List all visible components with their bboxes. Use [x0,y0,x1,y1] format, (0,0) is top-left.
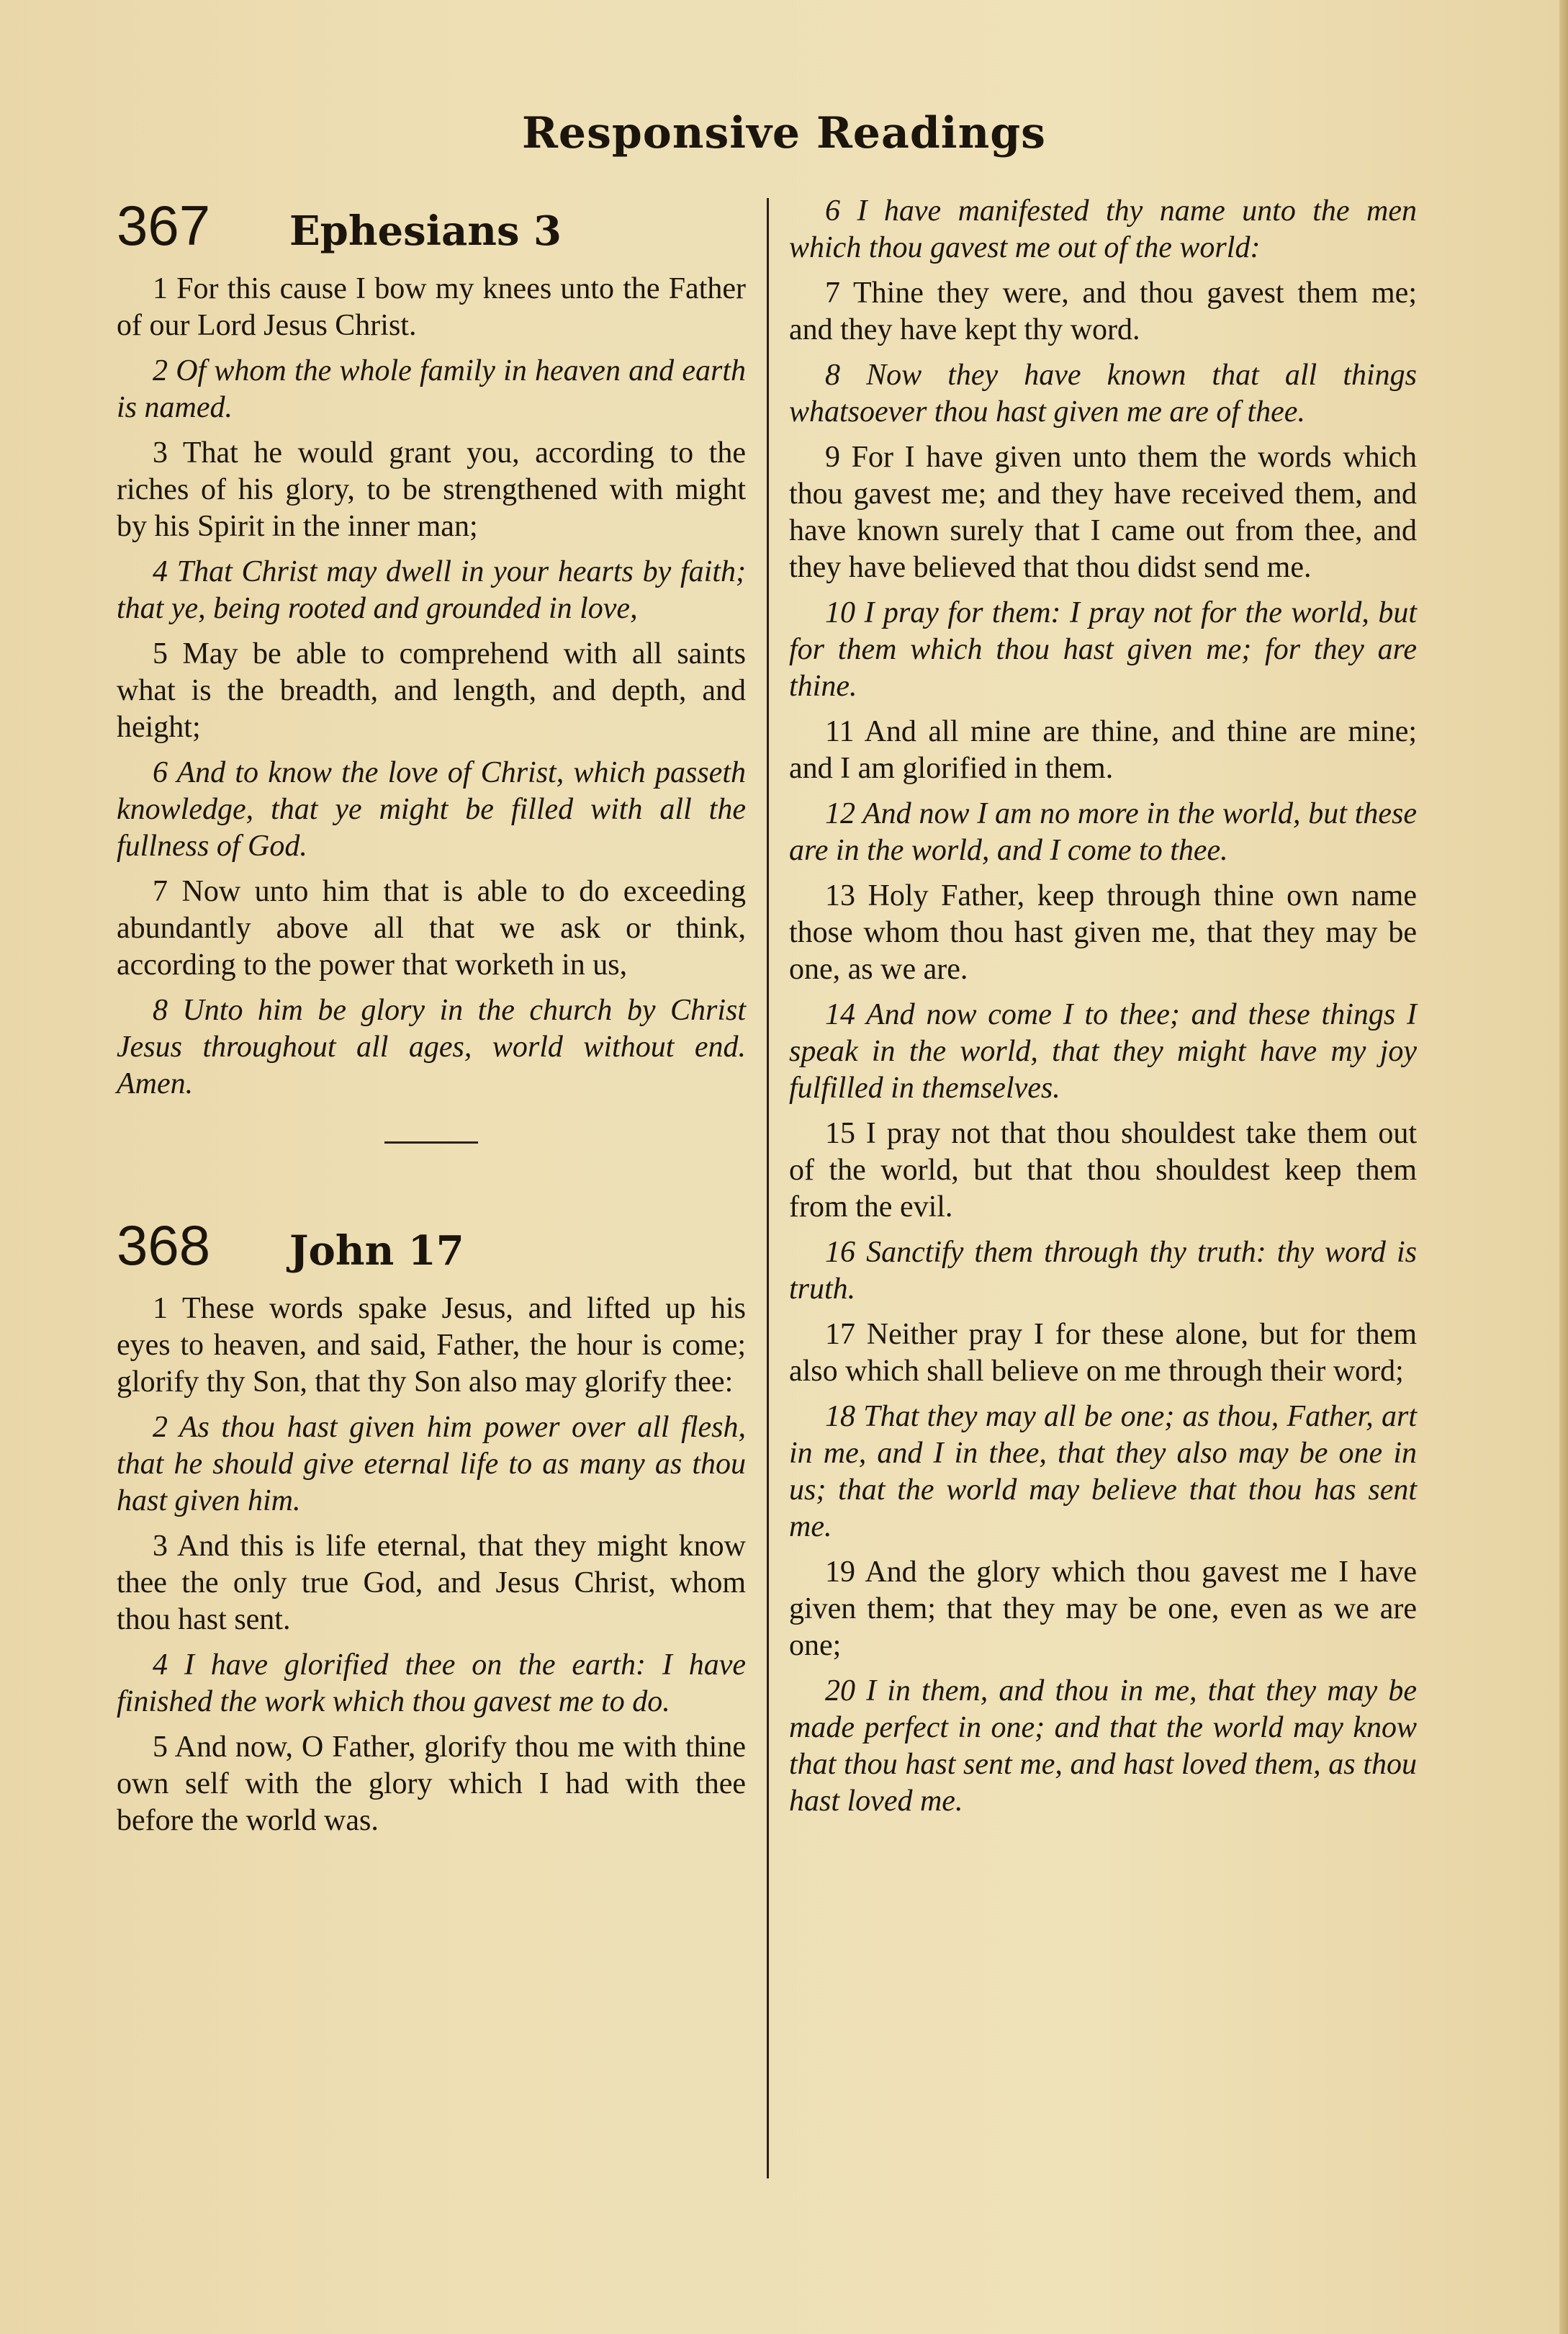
verse-response: 18 That they may all be one; as thou, Father, art in me, and I in thee, that they also may be one in us; that the world may believe that thou has sent me. [789,1400,1417,1543]
reading-368-verses-left [117,1291,746,1839]
reading-number: 367 [117,194,211,257]
left-column [117,193,746,1848]
verse: 17 Neither pray I for these alone, but for them also which shall believe on me through their word; [789,1318,1417,1388]
verse: 15 I pray not that thou shouldest take them out of the world, but that thou shouldest keep them from the evil. [789,1117,1417,1224]
section-rule [384,1141,478,1144]
verse-response: 6 I have manifested thy name unto the men which thou gavest me out of the world: [789,194,1417,264]
verse: 5 May be able to comprehend with all saints what is the breadth, and length, and depth, and height; [117,637,746,744]
reading-title: Ephesians 3 [289,207,562,255]
verse-response: 2 Of whom the whole family in heaven and earth is named. [117,354,746,424]
verse-response: 20 I in them, and thou in me, that they may be made perfect in one; and that the world may know that thou hast sent me, and hast loved them, as thou hast loved me. [789,1674,1417,1818]
verse: 5 And now, O Father, glorify thou me with thine own self with the glory which I had with thee before the world was. [117,1731,746,1837]
column-divider [767,198,769,2178]
running-head: Responsive Readings [522,108,1046,158]
page-edge [1559,0,1568,2334]
verse: 13 Holy Father, keep through thine own name those whom thou hast given me, that they may be one, as we are. [789,879,1417,986]
verse-response: 6 And to know the love of Christ, which passeth knowledge, that ye might be filled with all the fullness of God. [117,756,746,863]
verse: 7 Thine they were, and thou gavest them me; and they have kept thy word. [789,277,1417,346]
verse: 19 And the glory which thou gavest me I have given them; that they may be one, even as we are one; [789,1556,1417,1662]
verse: 3 And this is life eternal, that they might know thee the only true God, and Jesus Christ, whom thou hast sent. [117,1530,746,1636]
verse-response: 12 And now I am no more in the world, but these are in the world, and I come to thee. [789,797,1417,867]
verse-response: 2 As thou hast given him power over all flesh, that he should give eternal life to as many as thou hast given him. [117,1411,746,1517]
verse-response: 8 Unto him be glory in the church by Christ Jesus throughout all ages, world without end. Amen. [117,994,746,1100]
right-column [789,193,1417,1828]
verse: 1 For this cause I bow my knees unto the Father of our Lord Jesus Christ. [117,272,746,342]
verse-response: 4 That Christ may dwell in your hearts by faith; that ye, being rooted and grounded in love, [117,555,746,625]
reading-367-verses [117,271,746,1103]
verse: 11 And all mine are thine, and thine are mine; and I am glorified in them. [789,715,1417,785]
reading-heading-367 [117,193,746,271]
verse: 3 That he would grant you, according to the riches of his glory, to be strengthened with might by his Spirit in the inner man; [117,436,746,543]
verse-response: 14 And now come I to thee; and these things I speak in the world, that they might have my joy fulfilled in themselves. [789,998,1417,1105]
verse: 1 These words spake Jesus, and lifted up his eyes to heaven, and said, Father, the hour is come; glorify thy Son, that thy Son also may glorify thee: [117,1292,746,1399]
reading-title: John 17 [289,1227,464,1275]
verse-response: 4 I have glorified thee on the earth: I have finished the work which thou gavest me to do. [117,1648,746,1718]
reading-368-verses-right [789,193,1417,1820]
verse: 7 Now unto him that is able to do exceeding abundantly above all that we ask or think, according to the power that worketh in us, [117,875,746,982]
reading-number: 368 [117,1213,211,1277]
verse: 9 For I have given unto them the words which thou gavest me; and they have received them, and have known surely that I came out from thee, and they have believed that thou didst send me. [789,441,1417,584]
verse-response: 16 Sanctify them through thy truth: thy word is truth. [789,1236,1417,1306]
verse-response: 10 I pray for them: I pray not for the world, but for them which thou hast given me; for they are thine. [789,596,1417,703]
reading-heading-368 [117,1213,746,1291]
verse-response: 8 Now they have known that all things whatsoever thou hast given me are of thee. [789,359,1417,428]
